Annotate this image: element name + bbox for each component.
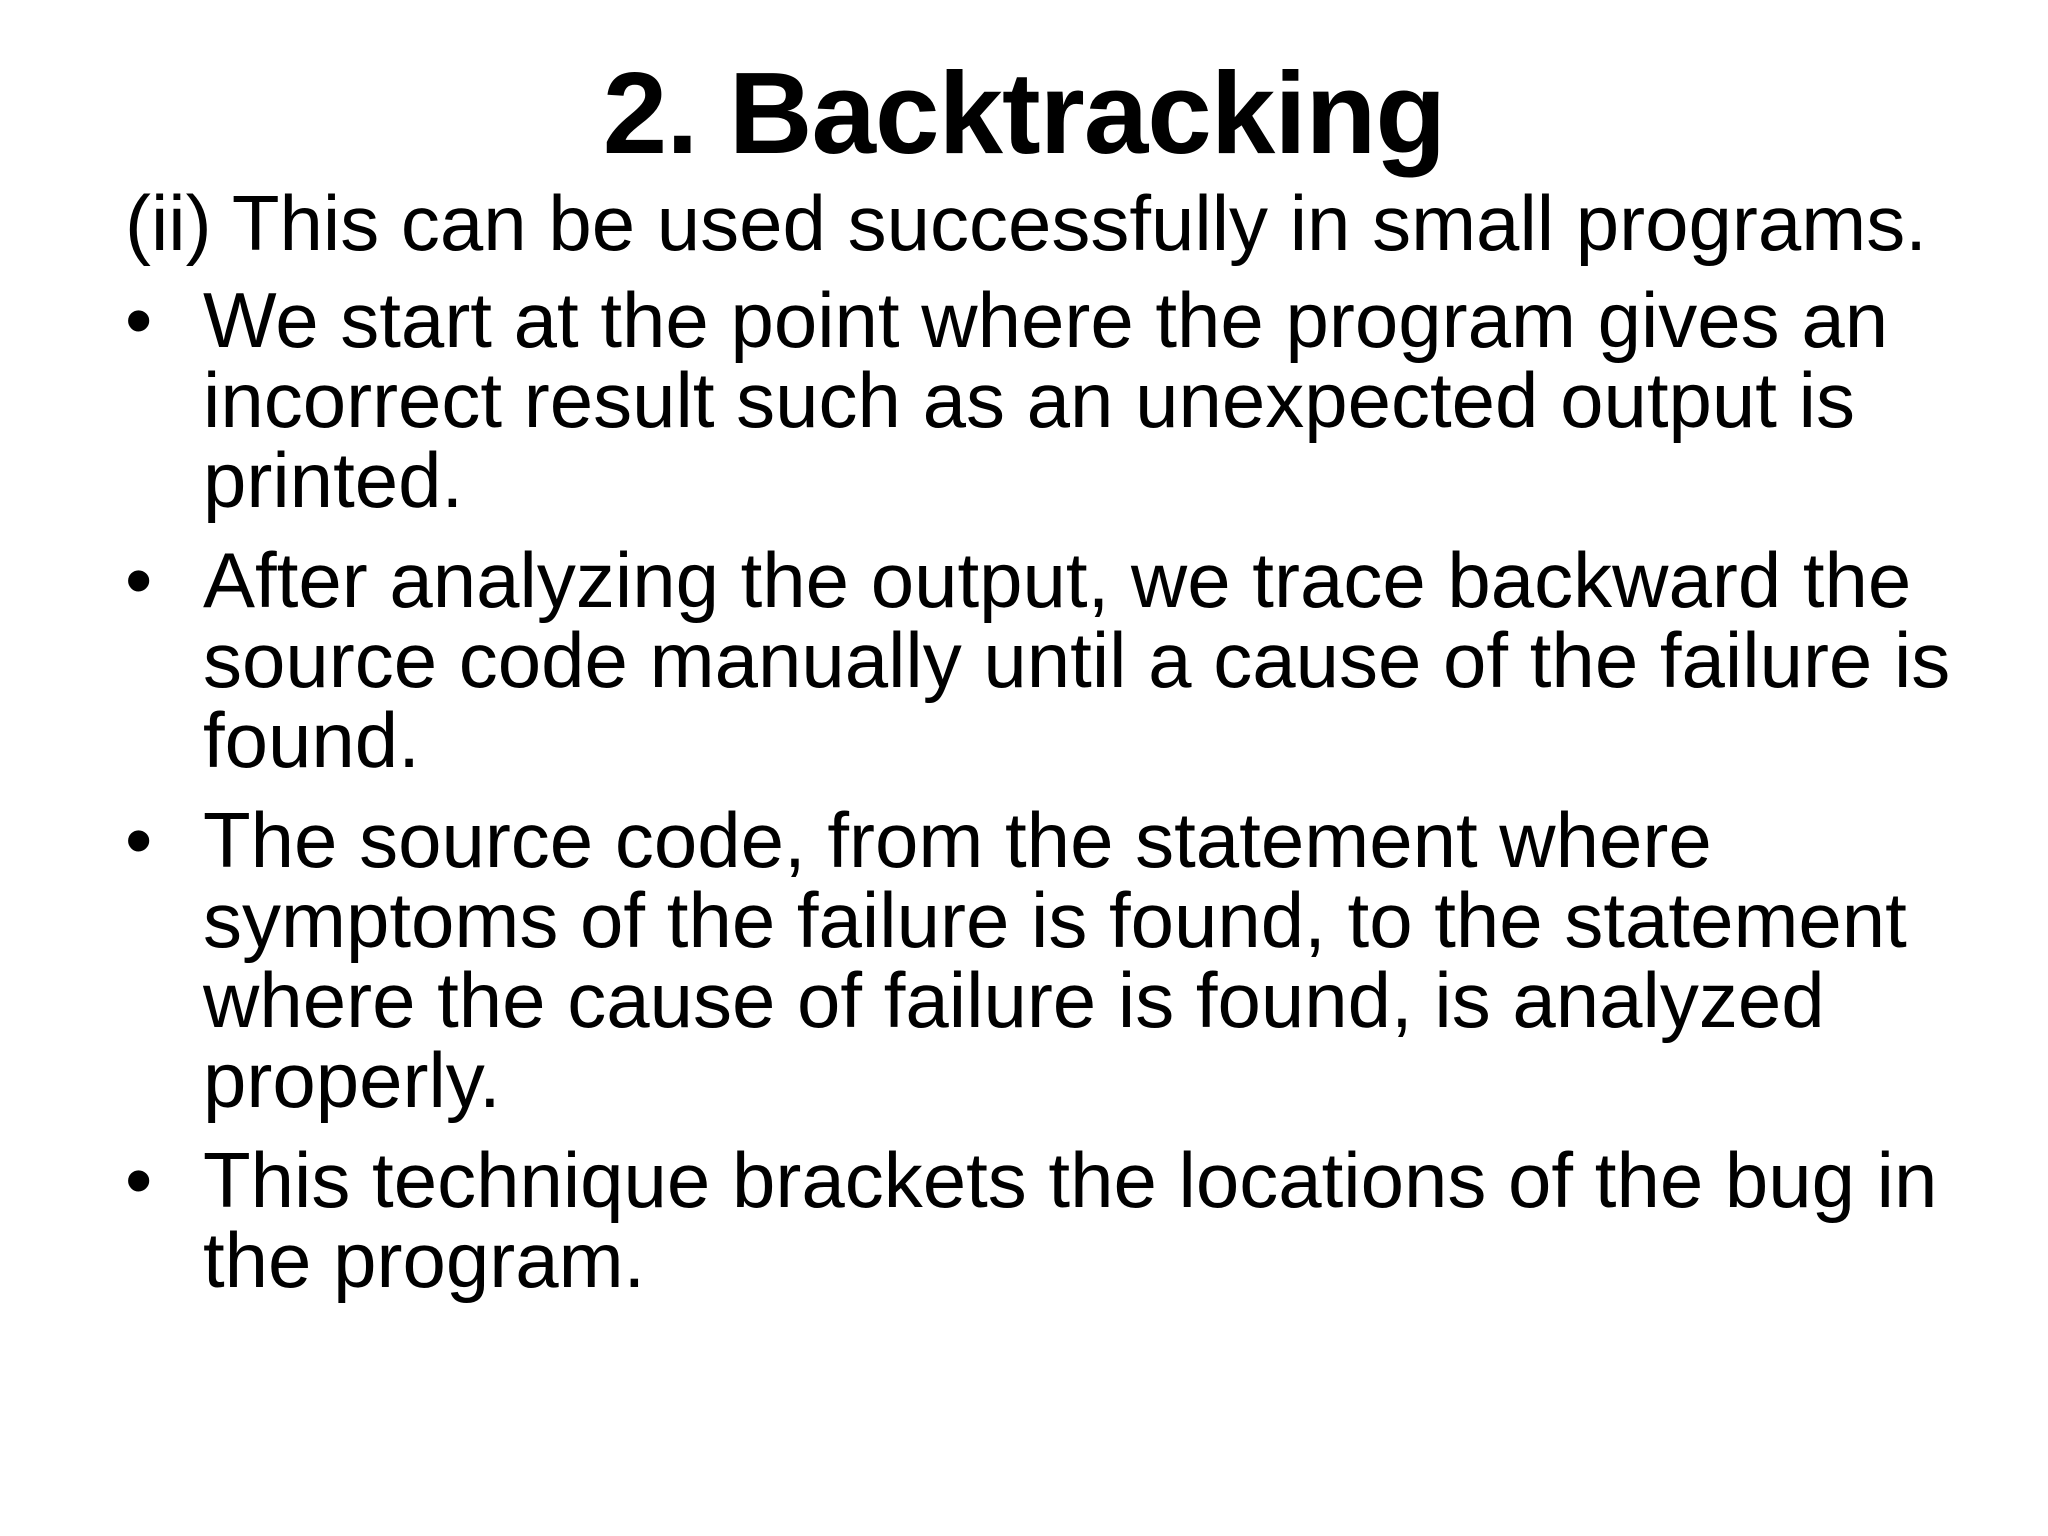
- intro-line: (ii) This can be used successfully in small programs.: [125, 179, 1927, 267]
- bullet-text: After analyzing the output, we trace backward the source code manually until a cause of the failure is found.: [203, 536, 1951, 784]
- bullet-item: [125, 276, 1985, 524]
- slide-title: 2. Backtracking: [602, 48, 1446, 178]
- bullet-list: [125, 276, 1985, 1320]
- bullet-dot-icon: •: [125, 536, 153, 624]
- bullet-text: This technique brackets the locations of the bug in the program.: [203, 1136, 1938, 1304]
- bullet-dot-icon: •: [125, 1136, 153, 1224]
- bullet-dot-icon: •: [125, 276, 153, 364]
- bullet-item: [125, 536, 1985, 784]
- bullet-item: [125, 796, 1985, 1124]
- bullet-item: [125, 1136, 1985, 1304]
- bullet-text: We start at the point where the program gives an incorrect result such as an unexpected output is printed.: [203, 276, 1889, 524]
- bullet-dot-icon: •: [125, 796, 153, 884]
- bullet-text: The source code, from the statement where symptoms of the failure is found, to the statement where the cause of failure is found, is analyzed properly.: [203, 796, 1907, 1124]
